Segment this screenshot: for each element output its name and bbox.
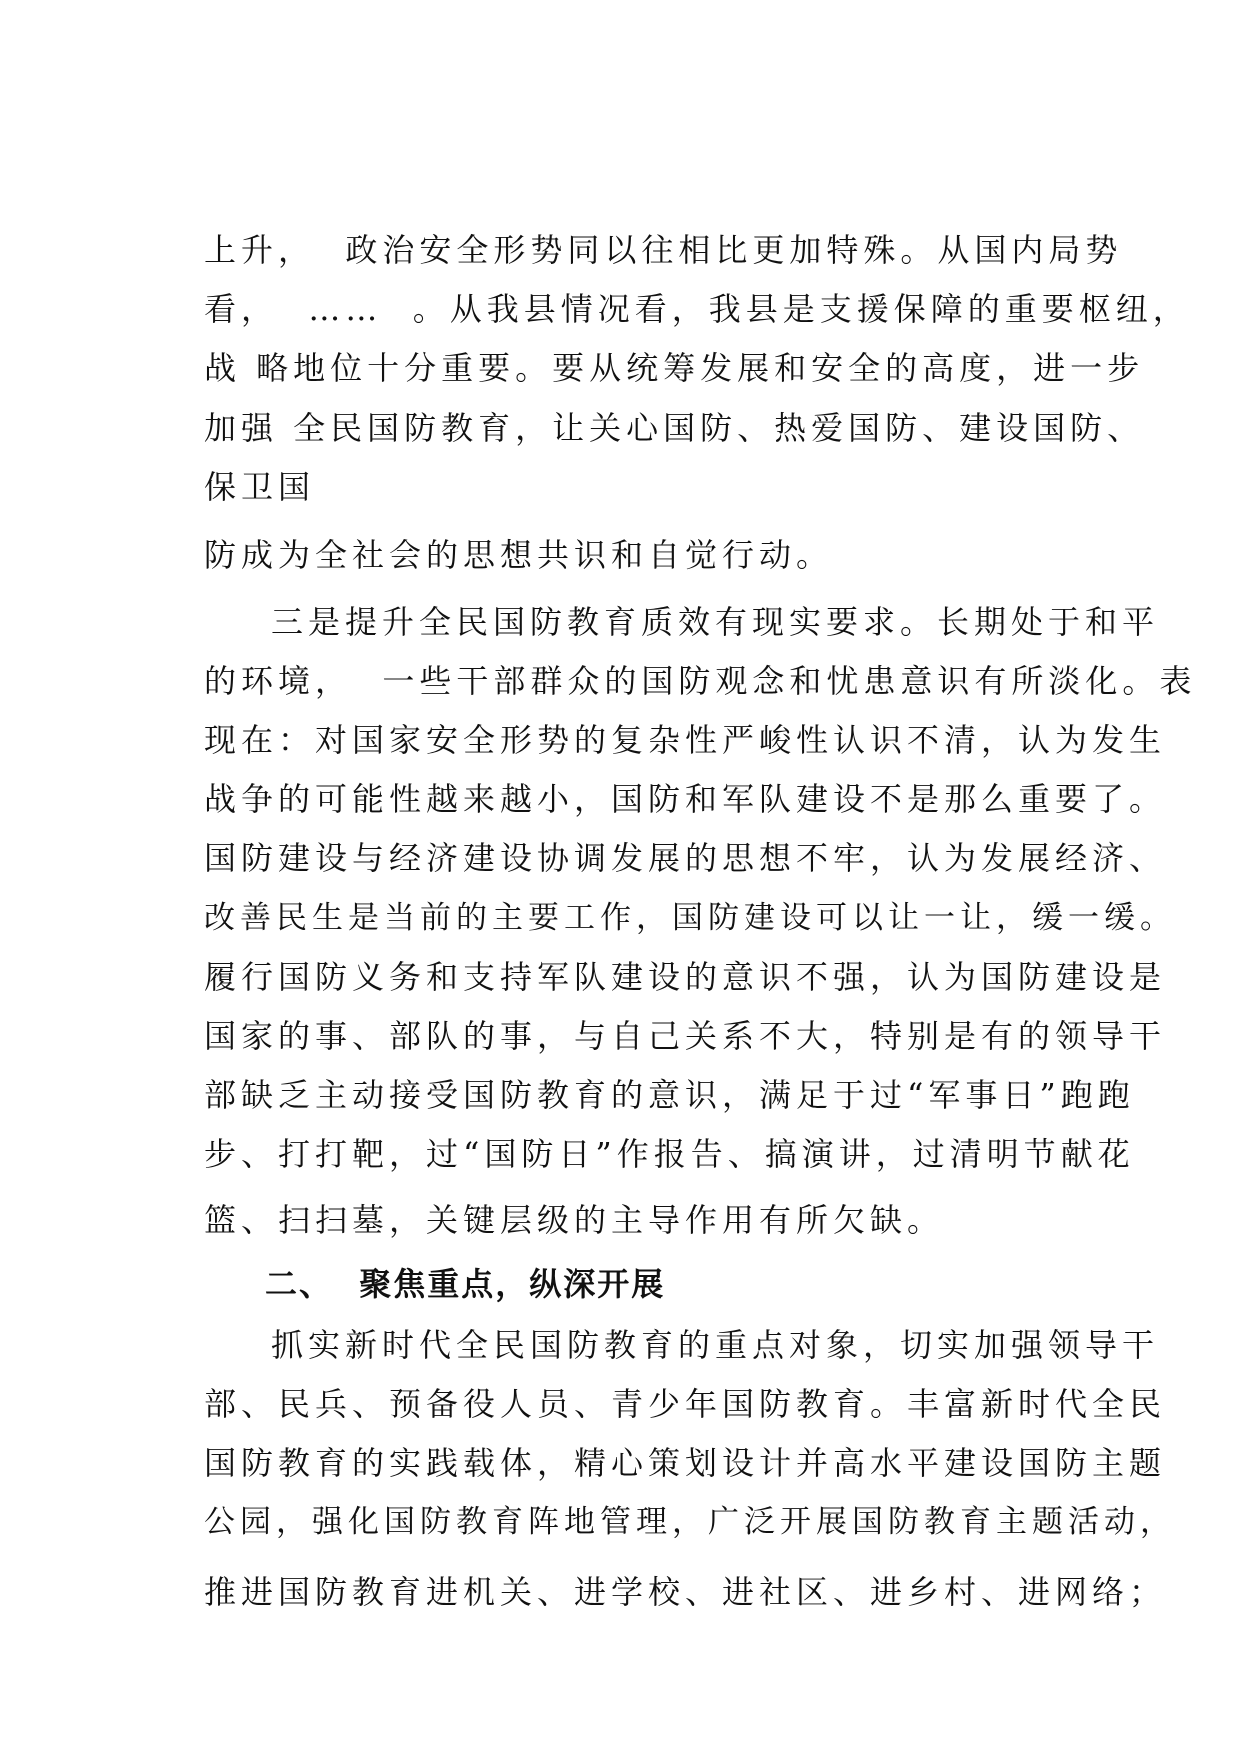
paragraph-2-line-6: 改善民生是当前的主要工作，国防建设可以让一让，缓一缓。 [204, 899, 1176, 936]
section-heading: 二、 聚焦重点，纵深开展 [265, 1264, 666, 1303]
paragraph-2-line-3: 现在：对国家安全形势的复杂性严峻性认识不清，认为发生 [204, 720, 1167, 759]
paragraph-3-line-2: 部、民兵、预备役人员、青少年国防教育。丰富新时代全民 [204, 1385, 1167, 1424]
paragraph-2-line-2: 的环境， 一些干部群众的国防观念和忧患意识有所淡化。表 [204, 661, 1197, 700]
paragraph-1-line-5: 保卫国 [204, 467, 316, 506]
paragraph-2-line-1: 三是提升全民国防教育质效有现实要求。长期处于和平 [271, 602, 1160, 641]
paragraph-3-line-5: 推进国防教育进机关、进学校、进社区、进乡村、进网络； [204, 1573, 1167, 1611]
paragraph-1-line-1: 上升， 政治安全形势同以往相比更加特殊。从国内局势 [204, 231, 1123, 269]
paragraph-2-line-11: 篮、扫扫墓，关键层级的主导作用有所欠缺。 [204, 1201, 945, 1240]
paragraph-2-line-10: 步、打打靶，过“国防日”作报告、搞演讲，过清明节献花 [204, 1135, 1135, 1174]
paragraph-1-line-4: 加强 全民国防教育，让关心国防、热爱国防、建设国防、 [204, 408, 1145, 447]
paragraph-1-line-3: 战 略地位十分重要。要从统筹发展和安全的高度，进一步 [204, 349, 1145, 388]
paragraph-2-line-7: 履行国防义务和支持军队建设的意识不强，认为国防建设是 [204, 957, 1167, 996]
paragraph-2-line-8: 国家的事、部队的事，与自己关系不大，特别是有的领导干 [204, 1016, 1167, 1055]
paragraph-3-line-3: 国防教育的实践载体，精心策划设计并高水平建设国防主题 [204, 1444, 1167, 1483]
paragraph-1-line-6: 防成为全社会的思想共识和自觉行动。 [204, 536, 834, 575]
paragraph-1-line-2: 看， …… 。从我县情况看，我县是支援保障的重要枢纽， [204, 290, 1190, 329]
paragraph-3-line-1: 抓实新时代全民国防教育的重点对象，切实加强领导干 [271, 1325, 1160, 1364]
paragraph-2-line-5: 国防建设与经济建设协调发展的思想不牢，认为发展经济、 [204, 839, 1167, 878]
paragraph-2-line-4: 战争的可能性越来越小，国防和军队建设不是那么重要了。 [204, 780, 1167, 819]
paragraph-2-line-9: 部缺乏主动接受国防教育的意识，满足于过“军事日”跑跑 [204, 1076, 1135, 1115]
paragraph-3-line-4: 公园，强化国防教育阵地管理，广泛开展国防教育主题活动， [204, 1504, 1176, 1541]
